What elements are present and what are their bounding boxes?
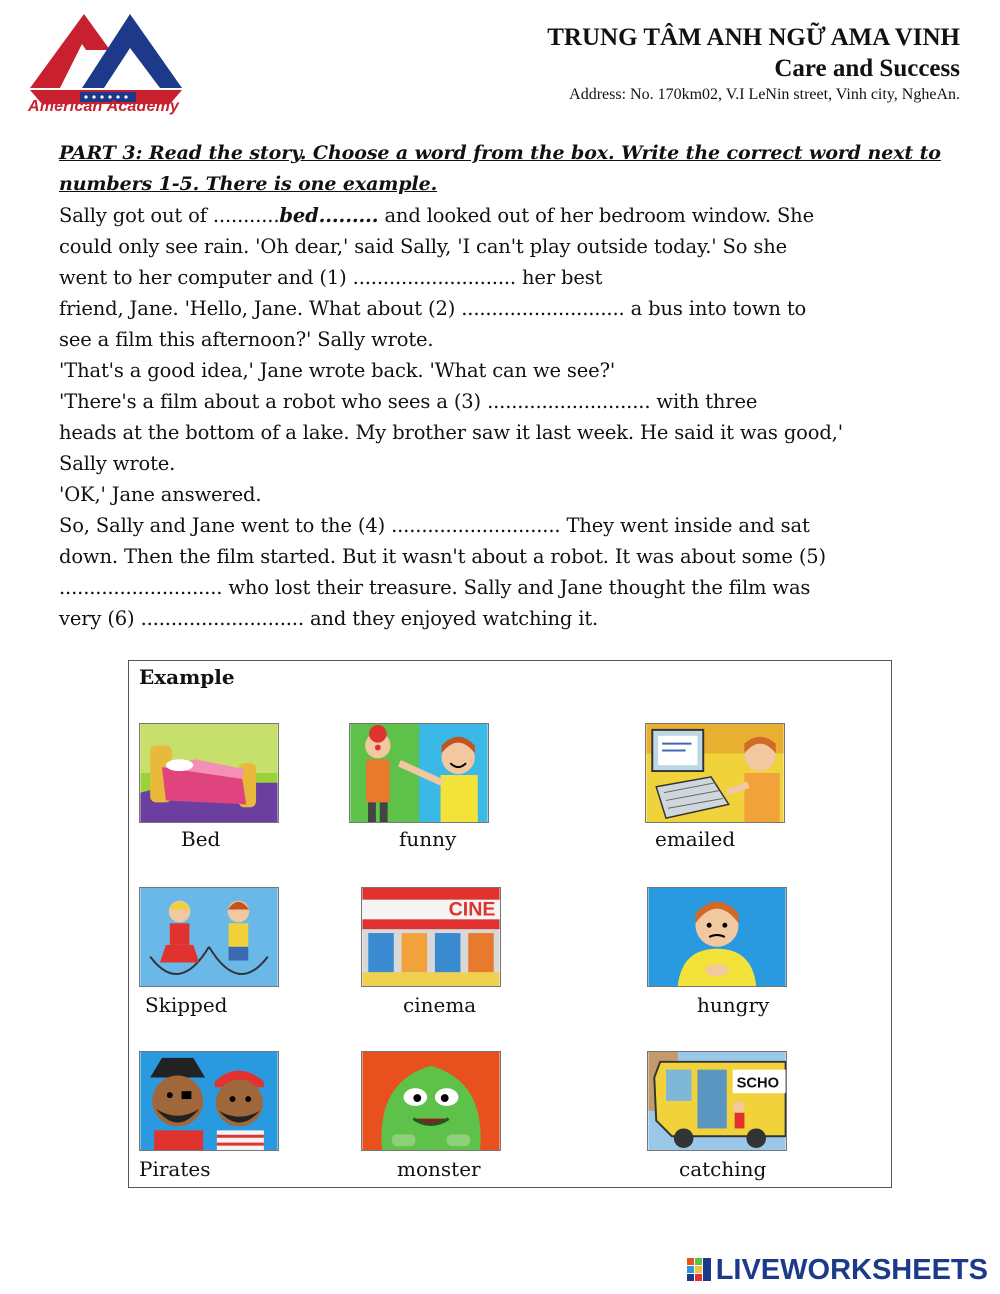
hungry-boy-icon (648, 888, 786, 986)
story-fragment: her best (515, 266, 603, 289)
word-bed: Bed (181, 827, 221, 851)
story-fragment: So, Sally and Jane went to the (4) (59, 514, 392, 537)
story-fragment: They went inside and sat (560, 514, 810, 537)
skipping-girls-icon (140, 888, 278, 986)
clown-icon (350, 724, 488, 822)
story-line (59, 510, 979, 541)
monster-picture (361, 1051, 501, 1151)
word-cinema: cinema (403, 993, 477, 1017)
story-fragment: and looked out of her bedroom window. She (378, 204, 814, 227)
example-answer: bed......... (279, 204, 379, 227)
bed-picture (139, 723, 279, 823)
cinema-sign-text: CINE (448, 898, 496, 921)
story-fragment: a bus into town to (624, 297, 807, 320)
word-box (128, 660, 892, 1188)
story-line: Sally wrote. (59, 452, 176, 475)
monster-icon (362, 1052, 500, 1150)
story-fragment: with three (650, 390, 758, 413)
word-catching: catching (679, 1157, 767, 1181)
part-heading-line-1: PART 3: Read the story. Choose a word from the box. Write the correct word (59, 142, 861, 164)
school-sign-text: SCHO (736, 1075, 780, 1092)
hungry-picture (647, 887, 787, 987)
part-heading (59, 138, 969, 200)
liveworksheets-footer (686, 1252, 988, 1288)
word-pirates: Pirates (139, 1157, 211, 1181)
story-line: could only see rain. 'Oh dear,' said Sally, 'I can't play outside today.' So she (59, 235, 788, 258)
skipped-picture (139, 887, 279, 987)
story-fragment: who lost their treasure. Sally and Jane thought the film was (222, 576, 811, 599)
story-line (59, 293, 979, 324)
answer-blank-6[interactable]: ........................... (140, 607, 304, 630)
emailed-picture (645, 723, 785, 823)
school-bus-icon (648, 1052, 786, 1150)
word-funny: funny (399, 827, 457, 851)
word-monster: monster (397, 1157, 481, 1181)
center-title: TRUNG TÂM ANH NGỮ AMA VINH (547, 24, 960, 51)
answer-blank-1[interactable]: ........................... (352, 266, 516, 289)
word-box-label: Example (139, 665, 235, 689)
story-fragment: Sally got out of ........... (59, 204, 280, 227)
cinema-building-icon (362, 888, 500, 986)
story-line (59, 262, 979, 293)
story-fragment: 'There's a film about a robot who sees a (3) (59, 390, 488, 413)
pirates-icon (140, 1052, 278, 1150)
cinema-picture (361, 887, 501, 987)
pirates-picture (139, 1051, 279, 1151)
word-hungry: hungry (697, 993, 770, 1017)
center-slogan: Care and Success (774, 55, 960, 82)
answer-blank-5[interactable]: ........................... (59, 576, 223, 599)
answer-blank-2[interactable]: ........................... (461, 297, 625, 320)
funny-picture (349, 723, 489, 823)
story-line (59, 386, 979, 417)
word-skipped: Skipped (145, 993, 228, 1017)
story-fragment: friend, Jane. 'Hello, Jane. What about (2) (59, 297, 462, 320)
answer-blank-3[interactable]: ........................... (487, 390, 651, 413)
story-line (59, 572, 979, 603)
story-text (59, 200, 979, 634)
catching-picture (647, 1051, 787, 1151)
logo-text: American Academy (28, 98, 180, 115)
word-emailed: emailed (655, 827, 736, 851)
story-line: see a film this afternoon?' Sally wrote. (59, 328, 434, 351)
story-line: 'That's a good idea,' Jane wrote back. 'What can we see?' (59, 359, 616, 382)
liveworksheets-logo-icon (686, 1257, 712, 1283)
story-line: heads at the bottom of a lake. My brother saw it last week. He said it was good,' (59, 421, 843, 444)
center-address: Address: No. 170km02, V.I LeNin street, Vinh city, NgheAn. (569, 86, 960, 103)
computer-icon (646, 724, 784, 822)
answer-blank-4[interactable]: ............................ (391, 514, 561, 537)
story-fragment: very (6) (59, 607, 141, 630)
bed-icon (140, 724, 278, 822)
story-fragment: went to her computer and (1) (59, 266, 353, 289)
story-line: down. Then the film started. But it wasn't about a robot. It was about some (5) (59, 545, 826, 568)
story-fragment: and they enjoyed watching it. (303, 607, 599, 630)
story-line (59, 200, 979, 231)
story-line: 'OK,' Jane answered. (59, 483, 262, 506)
story-line (59, 603, 979, 634)
liveworksheets-brand[interactable]: LIVEWORKSHEETS (715, 1253, 988, 1286)
part-heading-line-2: next to numbers 1-5. There is one example. (59, 142, 941, 195)
